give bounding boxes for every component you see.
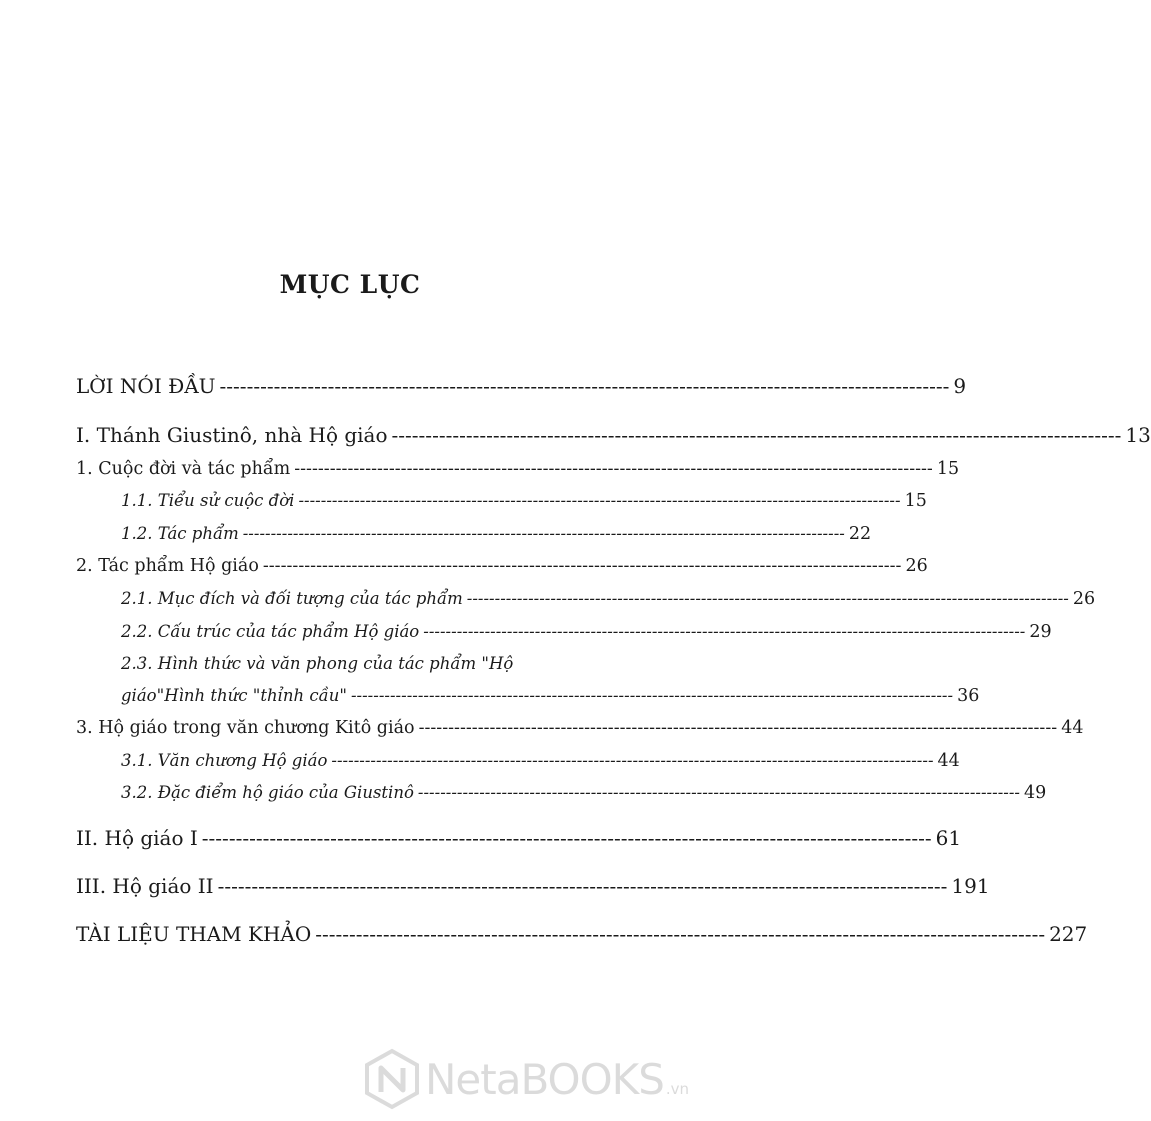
- toc-label: III. Hộ giáo II: [76, 874, 214, 898]
- toc-label: 2.1. Mục đích và đối tượng của tác phẩm: [121, 589, 463, 608]
- toc-label: 1. Cuộc đời và tác phẩm: [76, 459, 291, 479]
- toc-leader: ------------------------------------------------------------------------------------------------------------: [262, 556, 902, 576]
- toc-label: 1.1. Tiểu sử cuộc đời: [121, 491, 295, 510]
- toc-page: 26: [905, 556, 928, 576]
- toc-entry-1-1: [121, 491, 927, 511]
- toc-page: 36: [957, 686, 980, 706]
- watermark-text: [425, 1055, 689, 1104]
- watermark-suffix: .vn: [665, 1079, 690, 1098]
- toc-leader: ------------------------------------------------------------------------------------------------------------: [466, 589, 1069, 608]
- toc-label: 1.2. Tác phẩm: [121, 524, 239, 543]
- toc-page: 22: [848, 524, 872, 544]
- toc-leader: ------------------------------------------------------------------------------------------------------------: [331, 751, 934, 770]
- toc-leader: ------------------------------------------------------------------------------------------------------------: [217, 874, 948, 898]
- toc-entry-references: [76, 922, 1088, 946]
- toc-leader: ------------------------------------------------------------------------------------------------------------: [201, 826, 932, 850]
- toc-entry-2-3: [121, 686, 980, 706]
- toc-page: 44: [937, 751, 960, 771]
- toc-label: I. Thánh Giustinô, nhà Hộ giáo: [76, 423, 388, 447]
- toc-page: 44: [1061, 718, 1084, 738]
- toc-page: 15: [904, 491, 927, 511]
- toc-leader: ------------------------------------------------------------------------------------------------------------: [242, 524, 845, 543]
- toc-entry-part-2: [76, 826, 962, 850]
- toc-leader: ------------------------------------------------------------------------------------------------------------: [418, 718, 1058, 738]
- toc-page: 49: [1024, 783, 1047, 803]
- toc-leader: ------------------------------------------------------------------------------------------------------------: [391, 423, 1122, 447]
- toc-leader: ------------------------------------------------------------------------------------------------------------: [294, 459, 933, 479]
- toc-entry-3-1: [121, 751, 960, 771]
- toc-leader: ------------------------------------------------------------------------------------------------------------: [219, 374, 950, 398]
- toc-entry-3-2: [121, 783, 1047, 803]
- page-title: MỤC LỤC: [279, 270, 421, 299]
- toc-entry-2-2: [121, 622, 1052, 642]
- toc-entry-3: [76, 718, 1084, 738]
- toc-page: 61: [935, 826, 962, 850]
- toc-page: 29: [1029, 622, 1052, 642]
- toc-leader: ------------------------------------------------------------------------------------------------------------: [350, 686, 954, 705]
- toc-leader: ------------------------------------------------------------------------------------------------------------: [298, 491, 901, 510]
- toc-page: 13: [1125, 423, 1151, 447]
- toc-label: LỜI NÓI ĐẦU: [76, 374, 216, 398]
- toc-entry-preface: [76, 374, 967, 398]
- toc-page: 15: [936, 459, 960, 479]
- toc-entry-2-1: [121, 589, 1096, 609]
- toc-leader: ------------------------------------------------------------------------------------------------------------: [315, 922, 1046, 946]
- toc-entry-part-1: [76, 423, 1151, 447]
- toc-label: giáo"Hình thức "thỉnh cầu": [121, 686, 347, 705]
- toc-label: 3. Hộ giáo trong văn chương Kitô giáo: [76, 718, 415, 738]
- toc-entry-part-3: [76, 874, 990, 898]
- toc-entry-2: [76, 556, 928, 576]
- toc-page: 26: [1072, 589, 1096, 609]
- toc-label: 2. Tác phẩm Hộ giáo: [76, 556, 259, 576]
- toc-label: II. Hộ giáo I: [76, 826, 198, 850]
- toc-entry-2-3-line1: 2.3. Hình thức và văn phong của tác phẩm "Hộ: [121, 654, 514, 673]
- toc-page: 9: [953, 374, 967, 398]
- watermark-brand: NetaBOOKS: [425, 1054, 664, 1104]
- toc-leader: ------------------------------------------------------------------------------------------------------------: [423, 622, 1026, 641]
- toc-page: 227: [1049, 922, 1088, 946]
- toc-label: 3.2. Đặc điểm hộ giáo của Giustinô: [121, 783, 414, 802]
- netabooks-watermark: [363, 1043, 690, 1115]
- toc-label: 2.2. Cấu trúc của tác phẩm Hộ giáo: [121, 622, 420, 641]
- toc-entry-1: [76, 459, 960, 479]
- toc-entry-1-2: [121, 524, 872, 544]
- toc-leader: ------------------------------------------------------------------------------------------------------------: [417, 783, 1021, 802]
- toc-page: 191: [951, 874, 990, 898]
- toc-label: 3.1. Văn chương Hộ giáo: [121, 751, 328, 770]
- toc-label: TÀI LIỆU THAM KHẢO: [76, 922, 312, 946]
- netabooks-logo-icon: [363, 1048, 421, 1110]
